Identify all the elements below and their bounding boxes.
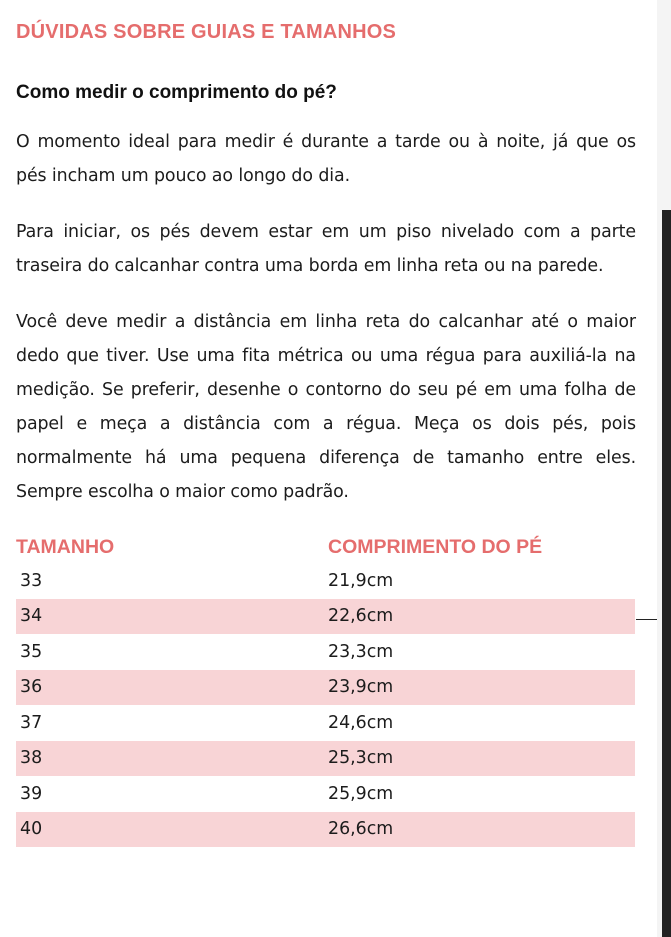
table-row	[16, 599, 635, 635]
table-row	[16, 670, 635, 706]
length-cell: 23,9cm	[328, 677, 394, 698]
size-cell: 35	[20, 641, 43, 662]
table-row	[16, 741, 635, 777]
length-cell: 26,6cm	[328, 819, 394, 840]
size-cell: 36	[20, 677, 43, 698]
length-cell: 21,9cm	[328, 570, 394, 591]
size-cell: 34	[20, 606, 43, 627]
length-cell: 25,3cm	[328, 748, 394, 769]
length-cell: 23,3cm	[328, 641, 394, 662]
size-cell: 39	[20, 783, 43, 804]
size-cell: 38	[20, 748, 43, 769]
section-title: DÚVIDAS SOBRE GUIAS E TAMANHOS	[16, 21, 397, 43]
size-cell: 33	[20, 570, 43, 591]
divider	[636, 619, 657, 620]
paragraph-positioning: Para iniciar, os pés devem estar em um piso nivelado com a parte traseira do calcanhar contra uma borda em linha reta ou na parede.	[16, 222, 636, 276]
size-table-header	[16, 531, 635, 563]
table-row	[16, 563, 635, 599]
header-size: TAMANHO	[16, 535, 115, 558]
size-guide-content	[16, 18, 636, 847]
length-cell: 24,6cm	[328, 712, 394, 733]
background-dark-area	[662, 210, 671, 937]
header-foot-length: COMPRIMENTO DO PÉ	[328, 535, 543, 558]
length-cell: 25,9cm	[328, 783, 394, 804]
paragraph-measuring: Você deve medir a distância em linha reta do calcanhar até o maior dedo que tiver. Use uma fita métrica ou uma régua para auxiliá-la na medição. Se preferir, desenhe o contorno do seu pé em uma folha de papel e meça a distância com a régua. Meça os dois pés, pois normalmente há uma pequena diferença de tamanho entre eles. Sempre escolha o maior como padrão.	[16, 312, 636, 502]
size-table	[16, 531, 635, 847]
size-cell: 37	[20, 712, 43, 733]
paragraph-timing: O momento ideal para medir é durante a tarde ou à noite, já que os pés incham um pouco ao longo do dia.	[16, 132, 636, 186]
table-row	[16, 776, 635, 812]
background-page-edge	[657, 0, 671, 937]
table-row	[16, 705, 635, 741]
table-row	[16, 812, 635, 848]
question-heading: Como medir o comprimento do pé?	[16, 82, 337, 103]
size-cell: 40	[20, 819, 43, 840]
table-row	[16, 634, 635, 670]
length-cell: 22,6cm	[328, 606, 394, 627]
